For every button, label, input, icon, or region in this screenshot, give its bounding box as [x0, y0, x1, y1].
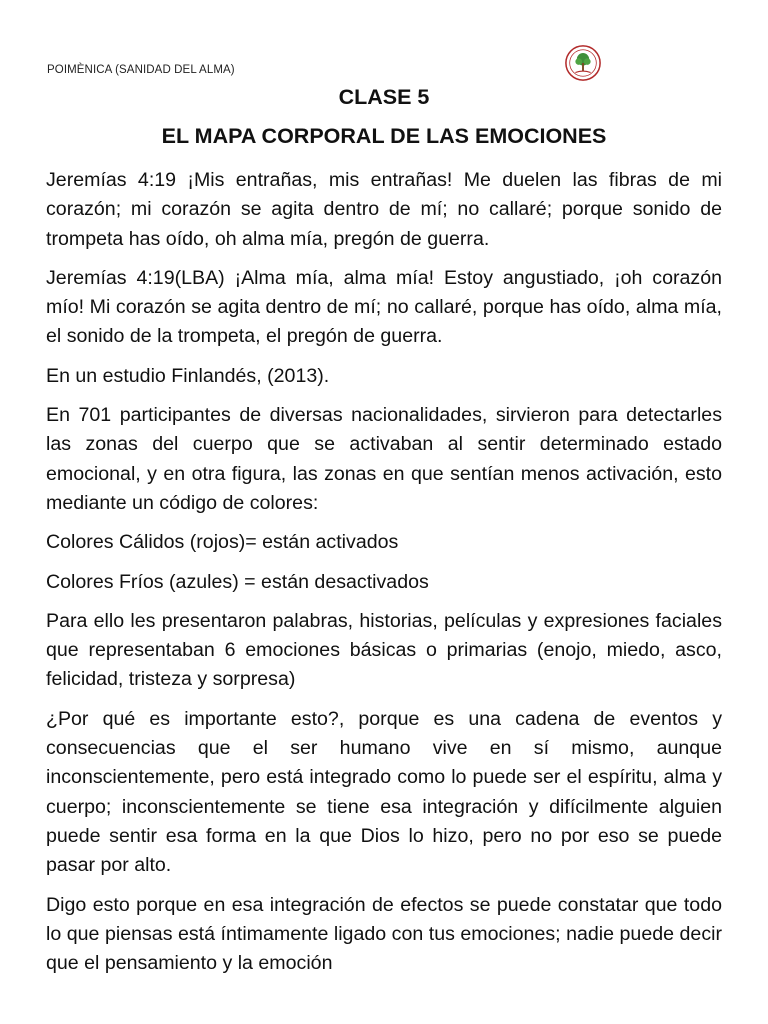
tree-seal-icon [564, 44, 602, 82]
course-header-label: POIMÈNICA (SANIDAD DEL ALMA) [47, 64, 235, 76]
paragraph-participants: En 701 participantes de diversas nacionalidades, sirvieron para detectarles las zonas del cuerpo que se activaban al sentir determinado estado emocional, y en otra figura, las zonas en que sentían menos activación, esto mediante un código de colores: [46, 404, 722, 514]
paragraph-jeremias-lba: Jeremías 4:19(LBA) ¡Alma mía, alma mía! Estoy angustiado, ¡oh corazón mío! Mi corazón se agita dentro de mí; no callaré, porque has oído, alma mía, el sonido de la trompeta, el pregón de guerra. [46, 266, 722, 348]
paragraph-importance: ¿Por qué es importante esto?, porque es una cadena de eventos y consecuencias que el ser humano vive en sí mismo, aunque inconscientemente, pero está integrado como lo puede ser el espíritu, alma y cuerpo; inconscientemente se tiene esa integración y difícilmente alguien puede sentir esa forma en la que Dios lo hizo, pero no por eso se puede pasar por alto. [46, 707, 722, 877]
paragraph-integration: Digo esto porque en esa integración de efectos se puede constatar que todo lo que piensas está íntimamente ligado con tus emociones; nadie puede decir que el pensamiento y la emoción [46, 893, 722, 975]
class-title: CLASE 5 [338, 85, 430, 109]
paragraph-warm-colors: Colores Cálidos (rojos)= están activados [46, 531, 399, 554]
paragraph-jeremias-1: Jeremías 4:19 ¡Mis entrañas, mis entrañas! Me duelen las fibras de mi corazón; mi corazón se agita dentro de mí; no callaré; porque sonido de trompeta has oído, oh alma mía, pregón de guerra. [46, 169, 722, 250]
document-body [46, 166, 722, 988]
paragraph-cold-colors: Colores Fríos (azules) = están desactivados [46, 570, 429, 593]
paragraph-emotions-list: Para ello les presentaron palabras, historias, películas y expresiones faciales que representaban 6 emociones básicas o primarias (enojo, miedo, asco, felicidad, tristeza y sorpresa) [46, 609, 722, 691]
topic-title: EL MAPA CORPORAL DE LAS EMOCIONES [161, 124, 607, 148]
paragraph-study-intro: En un estudio Finlandés, (2013). [46, 364, 330, 387]
